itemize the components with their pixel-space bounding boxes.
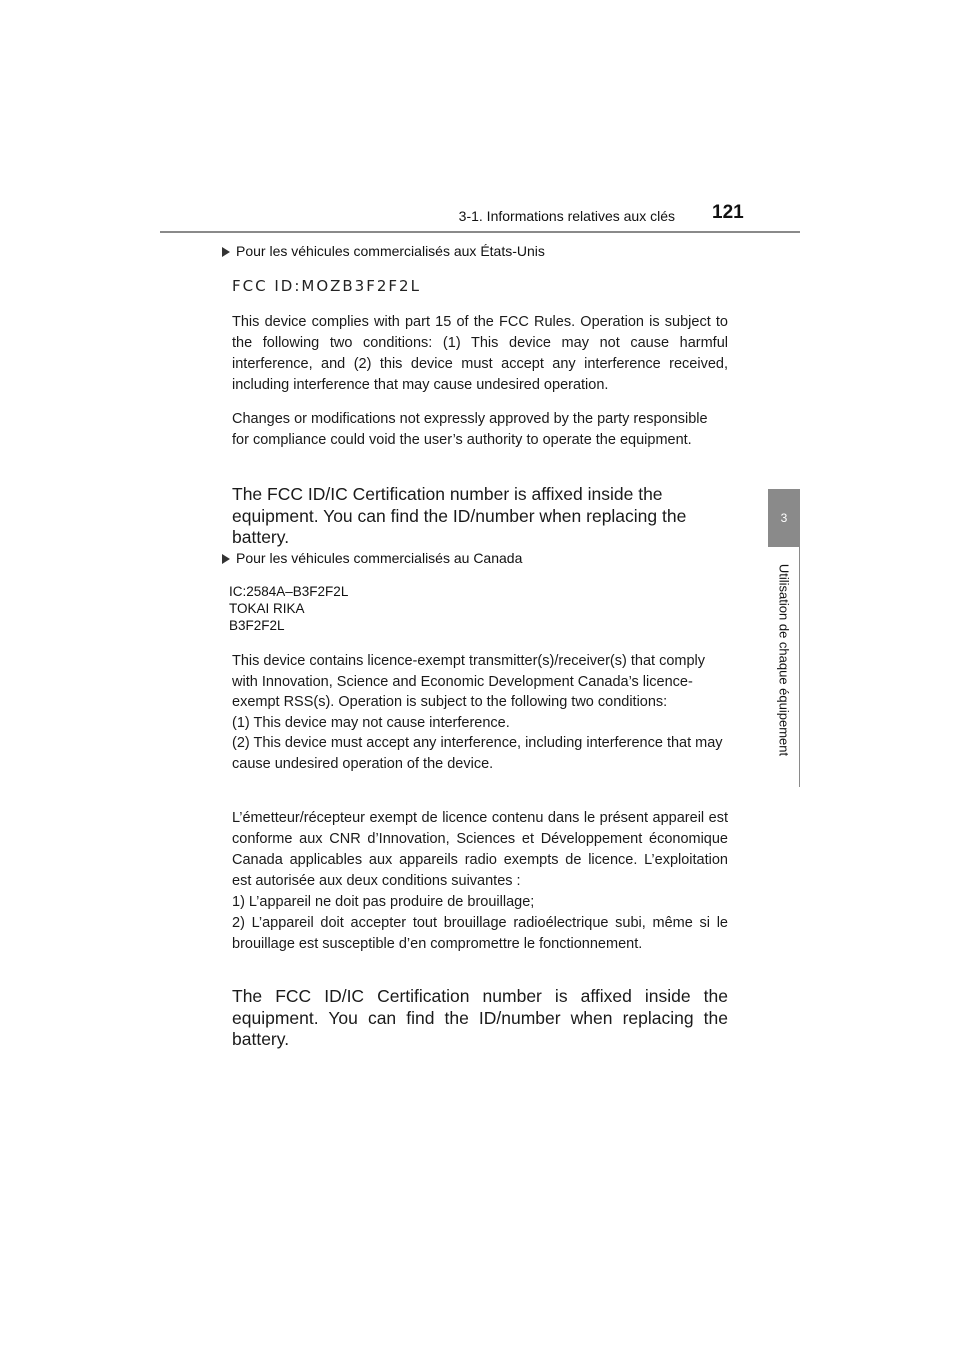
ic-id: IC:2584A–B3F2F2L (229, 584, 349, 599)
fcc-id: FCC ID:MOZB3F2F2L (232, 277, 421, 295)
chapter-number: 3 (780, 511, 788, 525)
fcc-certification-text: The FCC ID/IC Certification number is affixed inside the equipment. You can find the ID/number when replacing the battery. (232, 484, 687, 547)
canada-heading-text: Pour les véhicules commercialisés au Canada (236, 550, 523, 566)
page-number: 121 (712, 202, 744, 223)
manufacturer: TOKAI RIKA (229, 601, 305, 616)
header-divider (160, 231, 800, 233)
fcc-modification-text: Changes or modifications not expressly approved by the party responsible for compliance could void the user’s authority to operate the equipment. (232, 411, 708, 448)
triangle-bullet-icon (222, 247, 230, 257)
chapter-tab-line (799, 547, 800, 787)
model-number: B3F2F2L (229, 618, 285, 633)
usa-heading (222, 243, 545, 259)
ic-certification-text: The FCC ID/IC Certification number is affixed inside the equipment. You can find the ID/number when replacing the battery. (232, 986, 728, 1049)
ic-id-block (229, 583, 348, 634)
fcc-compliance-text: This device complies with part 15 of the FCC Rules. Operation is subject to the following two conditions: (1) This device may not cause harmful interference, and (2) this device must accept any interference received, including interference that may cause undesired operation. (232, 314, 728, 393)
section-title: 3-1. Informations relatives aux clés (458, 208, 675, 224)
chapter-tab (768, 489, 800, 547)
canada-heading (222, 550, 522, 566)
triangle-bullet-icon (222, 554, 230, 564)
usa-heading-text: Pour les véhicules commercialisés aux États-Unis (236, 243, 545, 259)
ic-compliance-french: L’émetteur/récepteur exempt de licence contenu dans le présent appareil est conforme aux CNR d’Innovation, Sciences et Développement économique Canada applicables aux appareils radio exempts de licence. L’exploitation est autorisée aux deux conditions suivantes : 1) L’appareil ne doit pas produire de brouillage; 2) L’appareil doit accepter tout brouillage radioélectrique subi, même si le brouillage est susceptible d’en compromettre le fonctionnement. (232, 810, 728, 952)
chapter-label: Utilisation de chaque équipement (776, 563, 792, 757)
ic-compliance-english: This device contains licence-exempt transmitter(s)/receiver(s) that comply with Innovation, Science and Economic Development Canada’s licence-exempt RSS(s). Operation is subject to the following two conditions: (1) This device may not cause interference. (2) This device must accept any interference, including interference that may cause undesired operation of the device. (232, 653, 723, 772)
